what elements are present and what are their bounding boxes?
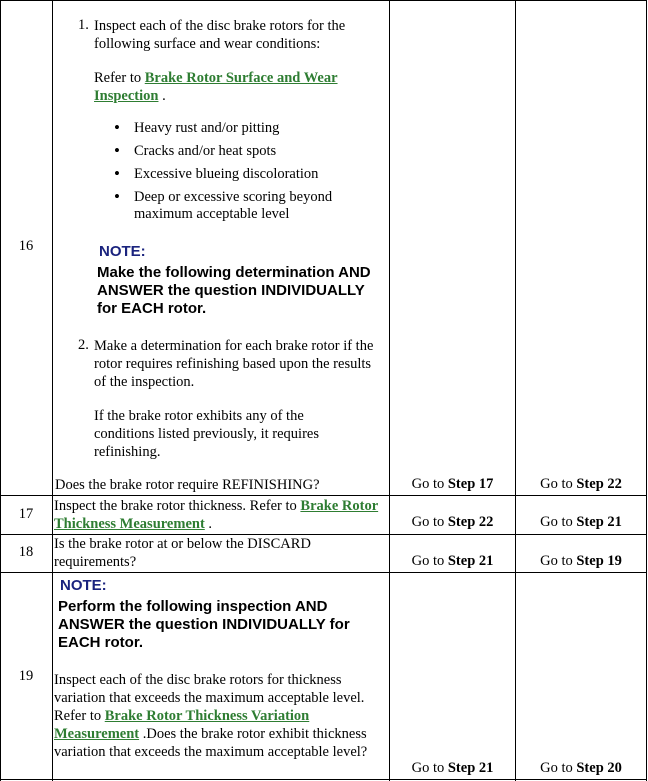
no-action-18 bbox=[516, 553, 646, 570]
goto-step-20-link[interactable]: Step 20 bbox=[576, 760, 622, 776]
text-suffix: .Does the brake rotor exhibit thickness variation that exceeds the maximum acceptable level? bbox=[54, 726, 368, 760]
inspect-thickness-text bbox=[54, 497, 384, 533]
step-number-17: 17 bbox=[18, 506, 34, 522]
table-border-left bbox=[0, 0, 1, 781]
goto-step-22-link[interactable]: Step 22 bbox=[447, 514, 494, 530]
row-divider-18-19 bbox=[0, 572, 647, 573]
table-divider-yes-col bbox=[389, 0, 390, 781]
yes-action-18 bbox=[390, 553, 515, 570]
note-label-16: NOTE: bbox=[99, 243, 146, 260]
brake-rotor-thickness-variation-link[interactable]: Brake Rotor Thickness Variation Measurement bbox=[54, 708, 310, 742]
table-divider-step-col bbox=[52, 0, 53, 781]
item-2-number: 2. bbox=[78, 337, 89, 353]
item-1-number: 1. bbox=[78, 17, 89, 33]
brake-rotor-surface-wear-link[interactable]: Brake Rotor Surface and Wear Inspection bbox=[94, 70, 338, 104]
item-2-paragraph: If the brake rotor exhibits any of the conditions listed previously, it requires refinishing. bbox=[94, 408, 319, 460]
step-number-16: 16 bbox=[18, 238, 34, 254]
text-prefix: Inspect the brake rotor thickness. Refer to bbox=[54, 498, 297, 514]
yes-action-16 bbox=[390, 476, 515, 493]
yes-action-17 bbox=[390, 514, 515, 531]
table-divider-no-col bbox=[515, 0, 516, 781]
table-border-bottom bbox=[0, 779, 647, 780]
goto-prefix: Go to bbox=[540, 760, 573, 776]
list-item: • Cracks and/or heat spots bbox=[112, 143, 372, 160]
note-text-16: Make the following determination AND ANSWER the question INDIVIDUALLY for EACH rotor. bbox=[97, 264, 371, 317]
goto-prefix: Go to bbox=[540, 553, 573, 569]
item-2-text: Make a determination for each brake rotor if the rotor requires refinishing based upon the results of the inspection. bbox=[94, 338, 374, 390]
step-number-18: 18 bbox=[18, 544, 34, 560]
goto-prefix: Go to bbox=[411, 514, 445, 530]
item-1-text: Inspect each of the disc brake rotors for the following surface and wear conditions: bbox=[94, 18, 346, 52]
goto-prefix: Go to bbox=[540, 476, 573, 492]
goto-prefix: Go to bbox=[411, 553, 445, 569]
note-label-19: NOTE: bbox=[60, 577, 107, 594]
refer-prefix: Refer to bbox=[94, 70, 142, 86]
no-action-17 bbox=[516, 514, 646, 531]
goto-step-21-link[interactable]: Step 21 bbox=[447, 760, 494, 776]
goto-prefix: Go to bbox=[411, 476, 445, 492]
brake-rotor-thickness-measurement-link[interactable]: Brake Rotor Thickness Measurement bbox=[54, 498, 379, 532]
discard-question: Is the brake rotor at or below the DISCARD requirements? bbox=[54, 536, 311, 570]
step-number-19: 19 bbox=[18, 668, 34, 684]
note-text-19: Perform the following inspection AND ANSWER the question INDIVIDUALLY for EACH rotor. bbox=[58, 598, 350, 651]
text-prefix: Inspect each of the disc brake rotors for thickness variation that exceeds the maximum acceptable level. Refer to bbox=[54, 672, 365, 724]
yes-action-19 bbox=[390, 760, 515, 777]
question-16: Does the brake rotor require REFINISHING? bbox=[55, 477, 320, 493]
goto-step-22-link[interactable]: Step 22 bbox=[576, 476, 622, 492]
goto-step-21-link[interactable]: Step 21 bbox=[576, 514, 622, 530]
table-border-right bbox=[646, 0, 647, 781]
no-action-19 bbox=[516, 760, 646, 777]
goto-step-17-link[interactable]: Step 17 bbox=[447, 476, 494, 492]
table-border-top bbox=[0, 0, 647, 1]
goto-step-19-link[interactable]: Step 19 bbox=[576, 553, 622, 569]
list-item: • Heavy rust and/or pitting bbox=[112, 120, 372, 137]
list-item: • Excessive blueing discoloration bbox=[112, 166, 372, 183]
thickness-variation-text bbox=[54, 671, 379, 761]
refer-suffix: . bbox=[162, 88, 166, 104]
refer-to-surface-wear bbox=[94, 69, 379, 105]
inspection-conditions-list bbox=[112, 120, 372, 229]
goto-prefix: Go to bbox=[540, 514, 573, 530]
list-item: • Deep or excessive scoring beyond maximum acceptable level bbox=[112, 189, 372, 223]
row-divider-16-17 bbox=[0, 495, 647, 496]
goto-step-21-link[interactable]: Step 21 bbox=[447, 553, 494, 569]
no-action-16 bbox=[516, 476, 646, 493]
goto-prefix: Go to bbox=[411, 760, 445, 776]
text-suffix: . bbox=[208, 516, 213, 532]
